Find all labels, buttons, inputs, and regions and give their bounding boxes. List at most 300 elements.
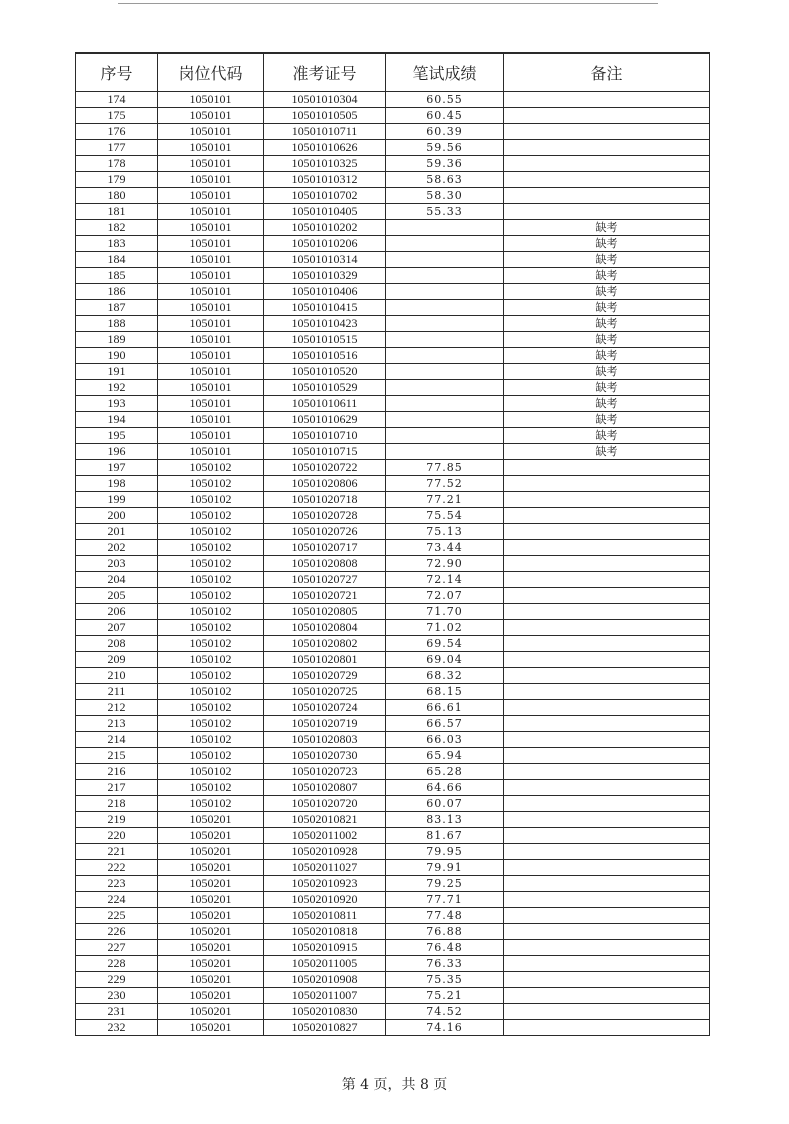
score-cell: 69.54 xyxy=(386,636,504,652)
table-row xyxy=(76,108,710,124)
remark-cell xyxy=(504,108,710,124)
admission-number-cell: 10501010423 xyxy=(264,316,386,332)
remark-cell xyxy=(504,508,710,524)
serial-cell: 208 xyxy=(76,636,158,652)
table-header-row xyxy=(76,53,710,92)
table-row xyxy=(76,140,710,156)
admission-number-cell: 10501010711 xyxy=(264,124,386,140)
serial-cell: 193 xyxy=(76,396,158,412)
table-row xyxy=(76,124,710,140)
admission-number-cell: 10501020808 xyxy=(264,556,386,572)
admission-number-cell: 10501010702 xyxy=(264,188,386,204)
position-code-cell: 1050102 xyxy=(158,780,264,796)
admission-number-cell: 10501020723 xyxy=(264,764,386,780)
remark-cell: 缺考 xyxy=(504,396,710,412)
admission-number-cell: 10502010818 xyxy=(264,924,386,940)
score-cell xyxy=(386,428,504,444)
remark-cell xyxy=(504,956,710,972)
position-code-cell: 1050102 xyxy=(158,700,264,716)
position-code-cell: 1050201 xyxy=(158,876,264,892)
serial-cell: 213 xyxy=(76,716,158,732)
admission-number-cell: 10501010312 xyxy=(264,172,386,188)
remark-cell xyxy=(504,204,710,220)
score-cell: 72.14 xyxy=(386,572,504,588)
position-code-cell: 1050201 xyxy=(158,972,264,988)
serial-cell: 232 xyxy=(76,1020,158,1036)
score-cell: 58.30 xyxy=(386,188,504,204)
position-code-cell: 1050102 xyxy=(158,748,264,764)
serial-cell: 231 xyxy=(76,1004,158,1020)
table-row xyxy=(76,156,710,172)
table-row xyxy=(76,412,710,428)
score-cell: 66.57 xyxy=(386,716,504,732)
position-code-cell: 1050101 xyxy=(158,156,264,172)
admission-number-cell: 10501020721 xyxy=(264,588,386,604)
position-code-cell: 1050101 xyxy=(158,172,264,188)
remark-cell: 缺考 xyxy=(504,316,710,332)
serial-cell: 191 xyxy=(76,364,158,380)
table-row xyxy=(76,492,710,508)
table-row xyxy=(76,92,710,108)
admission-number-cell: 10501010415 xyxy=(264,300,386,316)
table-row xyxy=(76,892,710,908)
remark-cell: 缺考 xyxy=(504,300,710,316)
table-row xyxy=(76,844,710,860)
score-cell: 72.07 xyxy=(386,588,504,604)
table-row xyxy=(76,348,710,364)
admission-number-cell: 10501010206 xyxy=(264,236,386,252)
remark-cell: 缺考 xyxy=(504,380,710,396)
serial-cell: 190 xyxy=(76,348,158,364)
score-cell: 73.44 xyxy=(386,540,504,556)
remark-cell xyxy=(504,988,710,1004)
serial-cell: 210 xyxy=(76,668,158,684)
remark-cell xyxy=(504,636,710,652)
admission-number-cell: 10502010915 xyxy=(264,940,386,956)
position-code-cell: 1050201 xyxy=(158,940,264,956)
score-cell: 68.32 xyxy=(386,668,504,684)
table-row xyxy=(76,1004,710,1020)
serial-cell: 201 xyxy=(76,524,158,540)
table-row xyxy=(76,220,710,236)
serial-cell: 177 xyxy=(76,140,158,156)
admission-number-cell: 10502010920 xyxy=(264,892,386,908)
remark-cell xyxy=(504,892,710,908)
remark-cell xyxy=(504,684,710,700)
serial-cell: 219 xyxy=(76,812,158,828)
score-cell xyxy=(386,252,504,268)
score-cell: 60.39 xyxy=(386,124,504,140)
top-divider xyxy=(118,3,658,4)
serial-cell: 197 xyxy=(76,460,158,476)
position-code-cell: 1050201 xyxy=(158,924,264,940)
serial-cell: 221 xyxy=(76,844,158,860)
position-code-cell: 1050201 xyxy=(158,1004,264,1020)
position-code-cell: 1050102 xyxy=(158,460,264,476)
header-admission-number: 准考证号 xyxy=(264,53,386,92)
serial-cell: 180 xyxy=(76,188,158,204)
admission-number-cell: 10502010827 xyxy=(264,1020,386,1036)
remark-cell xyxy=(504,1020,710,1036)
admission-number-cell: 10501010629 xyxy=(264,412,386,428)
remark-cell xyxy=(504,876,710,892)
table-row xyxy=(76,716,710,732)
position-code-cell: 1050102 xyxy=(158,796,264,812)
position-code-cell: 1050201 xyxy=(158,1020,264,1036)
serial-cell: 176 xyxy=(76,124,158,140)
position-code-cell: 1050101 xyxy=(158,284,264,300)
position-code-cell: 1050102 xyxy=(158,572,264,588)
admission-number-cell: 10501020806 xyxy=(264,476,386,492)
remark-cell: 缺考 xyxy=(504,236,710,252)
table-row xyxy=(76,780,710,796)
score-cell: 76.48 xyxy=(386,940,504,956)
score-cell xyxy=(386,268,504,284)
table-row xyxy=(76,732,710,748)
serial-cell: 217 xyxy=(76,780,158,796)
admission-number-cell: 10501020803 xyxy=(264,732,386,748)
remark-cell xyxy=(504,748,710,764)
serial-cell: 198 xyxy=(76,476,158,492)
position-code-cell: 1050101 xyxy=(158,412,264,428)
position-code-cell: 1050102 xyxy=(158,668,264,684)
serial-cell: 205 xyxy=(76,588,158,604)
position-code-cell: 1050102 xyxy=(158,604,264,620)
score-cell: 77.85 xyxy=(386,460,504,476)
table-row xyxy=(76,588,710,604)
remark-cell xyxy=(504,140,710,156)
admission-number-cell: 10501010626 xyxy=(264,140,386,156)
score-cell: 75.13 xyxy=(386,524,504,540)
admission-number-cell: 10501020718 xyxy=(264,492,386,508)
remark-cell xyxy=(504,924,710,940)
table-row xyxy=(76,684,710,700)
admission-number-cell: 10501010405 xyxy=(264,204,386,220)
serial-cell: 185 xyxy=(76,268,158,284)
score-cell: 65.28 xyxy=(386,764,504,780)
position-code-cell: 1050102 xyxy=(158,524,264,540)
position-code-cell: 1050101 xyxy=(158,220,264,236)
admission-number-cell: 10501010304 xyxy=(264,92,386,108)
serial-cell: 199 xyxy=(76,492,158,508)
remark-cell xyxy=(504,828,710,844)
score-cell: 74.16 xyxy=(386,1020,504,1036)
admission-number-cell: 10502010821 xyxy=(264,812,386,828)
serial-cell: 175 xyxy=(76,108,158,124)
serial-cell: 224 xyxy=(76,892,158,908)
table-row xyxy=(76,268,710,284)
admission-number-cell: 10501020729 xyxy=(264,668,386,684)
score-cell: 79.25 xyxy=(386,876,504,892)
admission-number-cell: 10501020730 xyxy=(264,748,386,764)
score-cell xyxy=(386,284,504,300)
position-code-cell: 1050101 xyxy=(158,236,264,252)
admission-number-cell: 10501020720 xyxy=(264,796,386,812)
table-row xyxy=(76,332,710,348)
remark-cell xyxy=(504,764,710,780)
serial-cell: 183 xyxy=(76,236,158,252)
score-cell xyxy=(386,220,504,236)
position-code-cell: 1050102 xyxy=(158,476,264,492)
admission-number-cell: 10501020717 xyxy=(264,540,386,556)
score-cell: 69.04 xyxy=(386,652,504,668)
remark-cell xyxy=(504,92,710,108)
serial-cell: 230 xyxy=(76,988,158,1004)
score-cell xyxy=(386,380,504,396)
score-cell: 68.15 xyxy=(386,684,504,700)
remark-cell xyxy=(504,620,710,636)
score-cell xyxy=(386,316,504,332)
table-row xyxy=(76,316,710,332)
score-cell xyxy=(386,300,504,316)
score-cell: 71.70 xyxy=(386,604,504,620)
admission-number-cell: 10502010811 xyxy=(264,908,386,924)
serial-cell: 228 xyxy=(76,956,158,972)
admission-number-cell: 10501010325 xyxy=(264,156,386,172)
serial-cell: 229 xyxy=(76,972,158,988)
remark-cell xyxy=(504,972,710,988)
table-row xyxy=(76,796,710,812)
table-row xyxy=(76,700,710,716)
header-position-code: 岗位代码 xyxy=(158,53,264,92)
table-row xyxy=(76,396,710,412)
remark-cell xyxy=(504,588,710,604)
position-code-cell: 1050102 xyxy=(158,588,264,604)
remark-cell xyxy=(504,700,710,716)
serial-cell: 225 xyxy=(76,908,158,924)
admission-number-cell: 10501010202 xyxy=(264,220,386,236)
remark-cell xyxy=(504,476,710,492)
remark-cell: 缺考 xyxy=(504,444,710,460)
table-row xyxy=(76,188,710,204)
serial-cell: 194 xyxy=(76,412,158,428)
serial-cell: 220 xyxy=(76,828,158,844)
serial-cell: 200 xyxy=(76,508,158,524)
remark-cell xyxy=(504,796,710,812)
score-cell xyxy=(386,332,504,348)
serial-cell: 203 xyxy=(76,556,158,572)
position-code-cell: 1050101 xyxy=(158,348,264,364)
table-row xyxy=(76,508,710,524)
score-cell: 66.61 xyxy=(386,700,504,716)
remark-cell xyxy=(504,732,710,748)
score-cell: 65.94 xyxy=(386,748,504,764)
remark-cell xyxy=(504,124,710,140)
remark-cell xyxy=(504,844,710,860)
admission-number-cell: 10501010520 xyxy=(264,364,386,380)
serial-cell: 206 xyxy=(76,604,158,620)
admission-number-cell: 10501010505 xyxy=(264,108,386,124)
serial-cell: 223 xyxy=(76,876,158,892)
serial-cell: 195 xyxy=(76,428,158,444)
serial-cell: 202 xyxy=(76,540,158,556)
serial-cell: 222 xyxy=(76,860,158,876)
position-code-cell: 1050101 xyxy=(158,252,264,268)
table-row xyxy=(76,860,710,876)
position-code-cell: 1050101 xyxy=(158,188,264,204)
table-row xyxy=(76,636,710,652)
score-cell: 60.55 xyxy=(386,92,504,108)
score-cell: 60.07 xyxy=(386,796,504,812)
position-code-cell: 1050101 xyxy=(158,140,264,156)
admission-number-cell: 10501020807 xyxy=(264,780,386,796)
page-footer: 第 4 页，共 8 页 xyxy=(341,1077,448,1093)
score-cell: 77.21 xyxy=(386,492,504,508)
serial-cell: 179 xyxy=(76,172,158,188)
admission-number-cell: 10501020725 xyxy=(264,684,386,700)
position-code-cell: 1050101 xyxy=(158,444,264,460)
table-row xyxy=(76,668,710,684)
remark-cell xyxy=(504,188,710,204)
serial-cell: 187 xyxy=(76,300,158,316)
serial-cell: 186 xyxy=(76,284,158,300)
score-cell: 64.66 xyxy=(386,780,504,796)
score-cell: 75.21 xyxy=(386,988,504,1004)
table-row xyxy=(76,284,710,300)
position-code-cell: 1050101 xyxy=(158,204,264,220)
score-cell: 59.36 xyxy=(386,156,504,172)
score-cell: 72.90 xyxy=(386,556,504,572)
table-row xyxy=(76,748,710,764)
table-row xyxy=(76,572,710,588)
table-row xyxy=(76,444,710,460)
remark-cell xyxy=(504,668,710,684)
score-cell: 79.95 xyxy=(386,844,504,860)
admission-number-cell: 10501010611 xyxy=(264,396,386,412)
admission-number-cell: 10501020724 xyxy=(264,700,386,716)
admission-number-cell: 10501020802 xyxy=(264,636,386,652)
serial-cell: 189 xyxy=(76,332,158,348)
score-cell: 77.71 xyxy=(386,892,504,908)
position-code-cell: 1050201 xyxy=(158,908,264,924)
table-row xyxy=(76,620,710,636)
admission-number-cell: 10501020719 xyxy=(264,716,386,732)
table-row xyxy=(76,460,710,476)
remark-cell xyxy=(504,540,710,556)
position-code-cell: 1050101 xyxy=(158,332,264,348)
serial-cell: 212 xyxy=(76,700,158,716)
header-serial: 序号 xyxy=(76,53,158,92)
table-row xyxy=(76,988,710,1004)
table-row xyxy=(76,652,710,668)
remark-cell: 缺考 xyxy=(504,220,710,236)
remark-cell xyxy=(504,780,710,796)
admission-number-cell: 10501010329 xyxy=(264,268,386,284)
position-code-cell: 1050101 xyxy=(158,124,264,140)
score-cell: 77.52 xyxy=(386,476,504,492)
position-code-cell: 1050101 xyxy=(158,92,264,108)
position-code-cell: 1050201 xyxy=(158,988,264,1004)
score-table xyxy=(75,52,710,1036)
score-cell xyxy=(386,412,504,428)
table-row xyxy=(76,236,710,252)
remark-cell: 缺考 xyxy=(504,412,710,428)
admission-number-cell: 10502011007 xyxy=(264,988,386,1004)
table-row xyxy=(76,812,710,828)
serial-cell: 178 xyxy=(76,156,158,172)
position-code-cell: 1050102 xyxy=(158,732,264,748)
serial-cell: 226 xyxy=(76,924,158,940)
table-row xyxy=(76,604,710,620)
score-cell xyxy=(386,444,504,460)
admission-number-cell: 10501010529 xyxy=(264,380,386,396)
score-cell: 77.48 xyxy=(386,908,504,924)
serial-cell: 196 xyxy=(76,444,158,460)
position-code-cell: 1050101 xyxy=(158,108,264,124)
serial-cell: 218 xyxy=(76,796,158,812)
remark-cell xyxy=(504,460,710,476)
table-row xyxy=(76,524,710,540)
serial-cell: 216 xyxy=(76,764,158,780)
remark-cell: 缺考 xyxy=(504,284,710,300)
position-code-cell: 1050201 xyxy=(158,892,264,908)
remark-cell xyxy=(504,1004,710,1020)
admission-number-cell: 10502011027 xyxy=(264,860,386,876)
admission-number-cell: 10501020726 xyxy=(264,524,386,540)
score-cell: 79.91 xyxy=(386,860,504,876)
position-code-cell: 1050201 xyxy=(158,828,264,844)
table-row xyxy=(76,476,710,492)
table-row xyxy=(76,940,710,956)
position-code-cell: 1050201 xyxy=(158,812,264,828)
serial-cell: 192 xyxy=(76,380,158,396)
position-code-cell: 1050102 xyxy=(158,716,264,732)
score-cell: 81.67 xyxy=(386,828,504,844)
remark-cell xyxy=(504,556,710,572)
admission-number-cell: 10502010928 xyxy=(264,844,386,860)
position-code-cell: 1050101 xyxy=(158,316,264,332)
position-code-cell: 1050102 xyxy=(158,540,264,556)
score-cell: 55.33 xyxy=(386,204,504,220)
remark-cell xyxy=(504,716,710,732)
remark-cell xyxy=(504,156,710,172)
remark-cell xyxy=(504,940,710,956)
remark-cell xyxy=(504,860,710,876)
admission-number-cell: 10501010406 xyxy=(264,284,386,300)
remark-cell xyxy=(504,908,710,924)
admission-number-cell: 10502010908 xyxy=(264,972,386,988)
position-code-cell: 1050102 xyxy=(158,508,264,524)
admission-number-cell: 10501020804 xyxy=(264,620,386,636)
admission-number-cell: 10501020805 xyxy=(264,604,386,620)
serial-cell: 181 xyxy=(76,204,158,220)
table-row xyxy=(76,300,710,316)
admission-number-cell: 10501020722 xyxy=(264,460,386,476)
remark-cell: 缺考 xyxy=(504,348,710,364)
table-body xyxy=(76,92,710,1036)
table-row xyxy=(76,876,710,892)
position-code-cell: 1050101 xyxy=(158,268,264,284)
position-code-cell: 1050102 xyxy=(158,492,264,508)
position-code-cell: 1050101 xyxy=(158,396,264,412)
serial-cell: 184 xyxy=(76,252,158,268)
admission-number-cell: 10501010314 xyxy=(264,252,386,268)
admission-number-cell: 10502011005 xyxy=(264,956,386,972)
header-remarks: 备注 xyxy=(504,53,710,92)
table-row xyxy=(76,972,710,988)
table-row xyxy=(76,556,710,572)
score-cell xyxy=(386,396,504,412)
remark-cell: 缺考 xyxy=(504,268,710,284)
remark-cell: 缺考 xyxy=(504,332,710,348)
table-row xyxy=(76,828,710,844)
admission-number-cell: 10502010830 xyxy=(264,1004,386,1020)
table-row xyxy=(76,364,710,380)
score-cell: 75.35 xyxy=(386,972,504,988)
admission-number-cell: 10501010710 xyxy=(264,428,386,444)
admission-number-cell: 10501010515 xyxy=(264,332,386,348)
score-cell: 74.52 xyxy=(386,1004,504,1020)
